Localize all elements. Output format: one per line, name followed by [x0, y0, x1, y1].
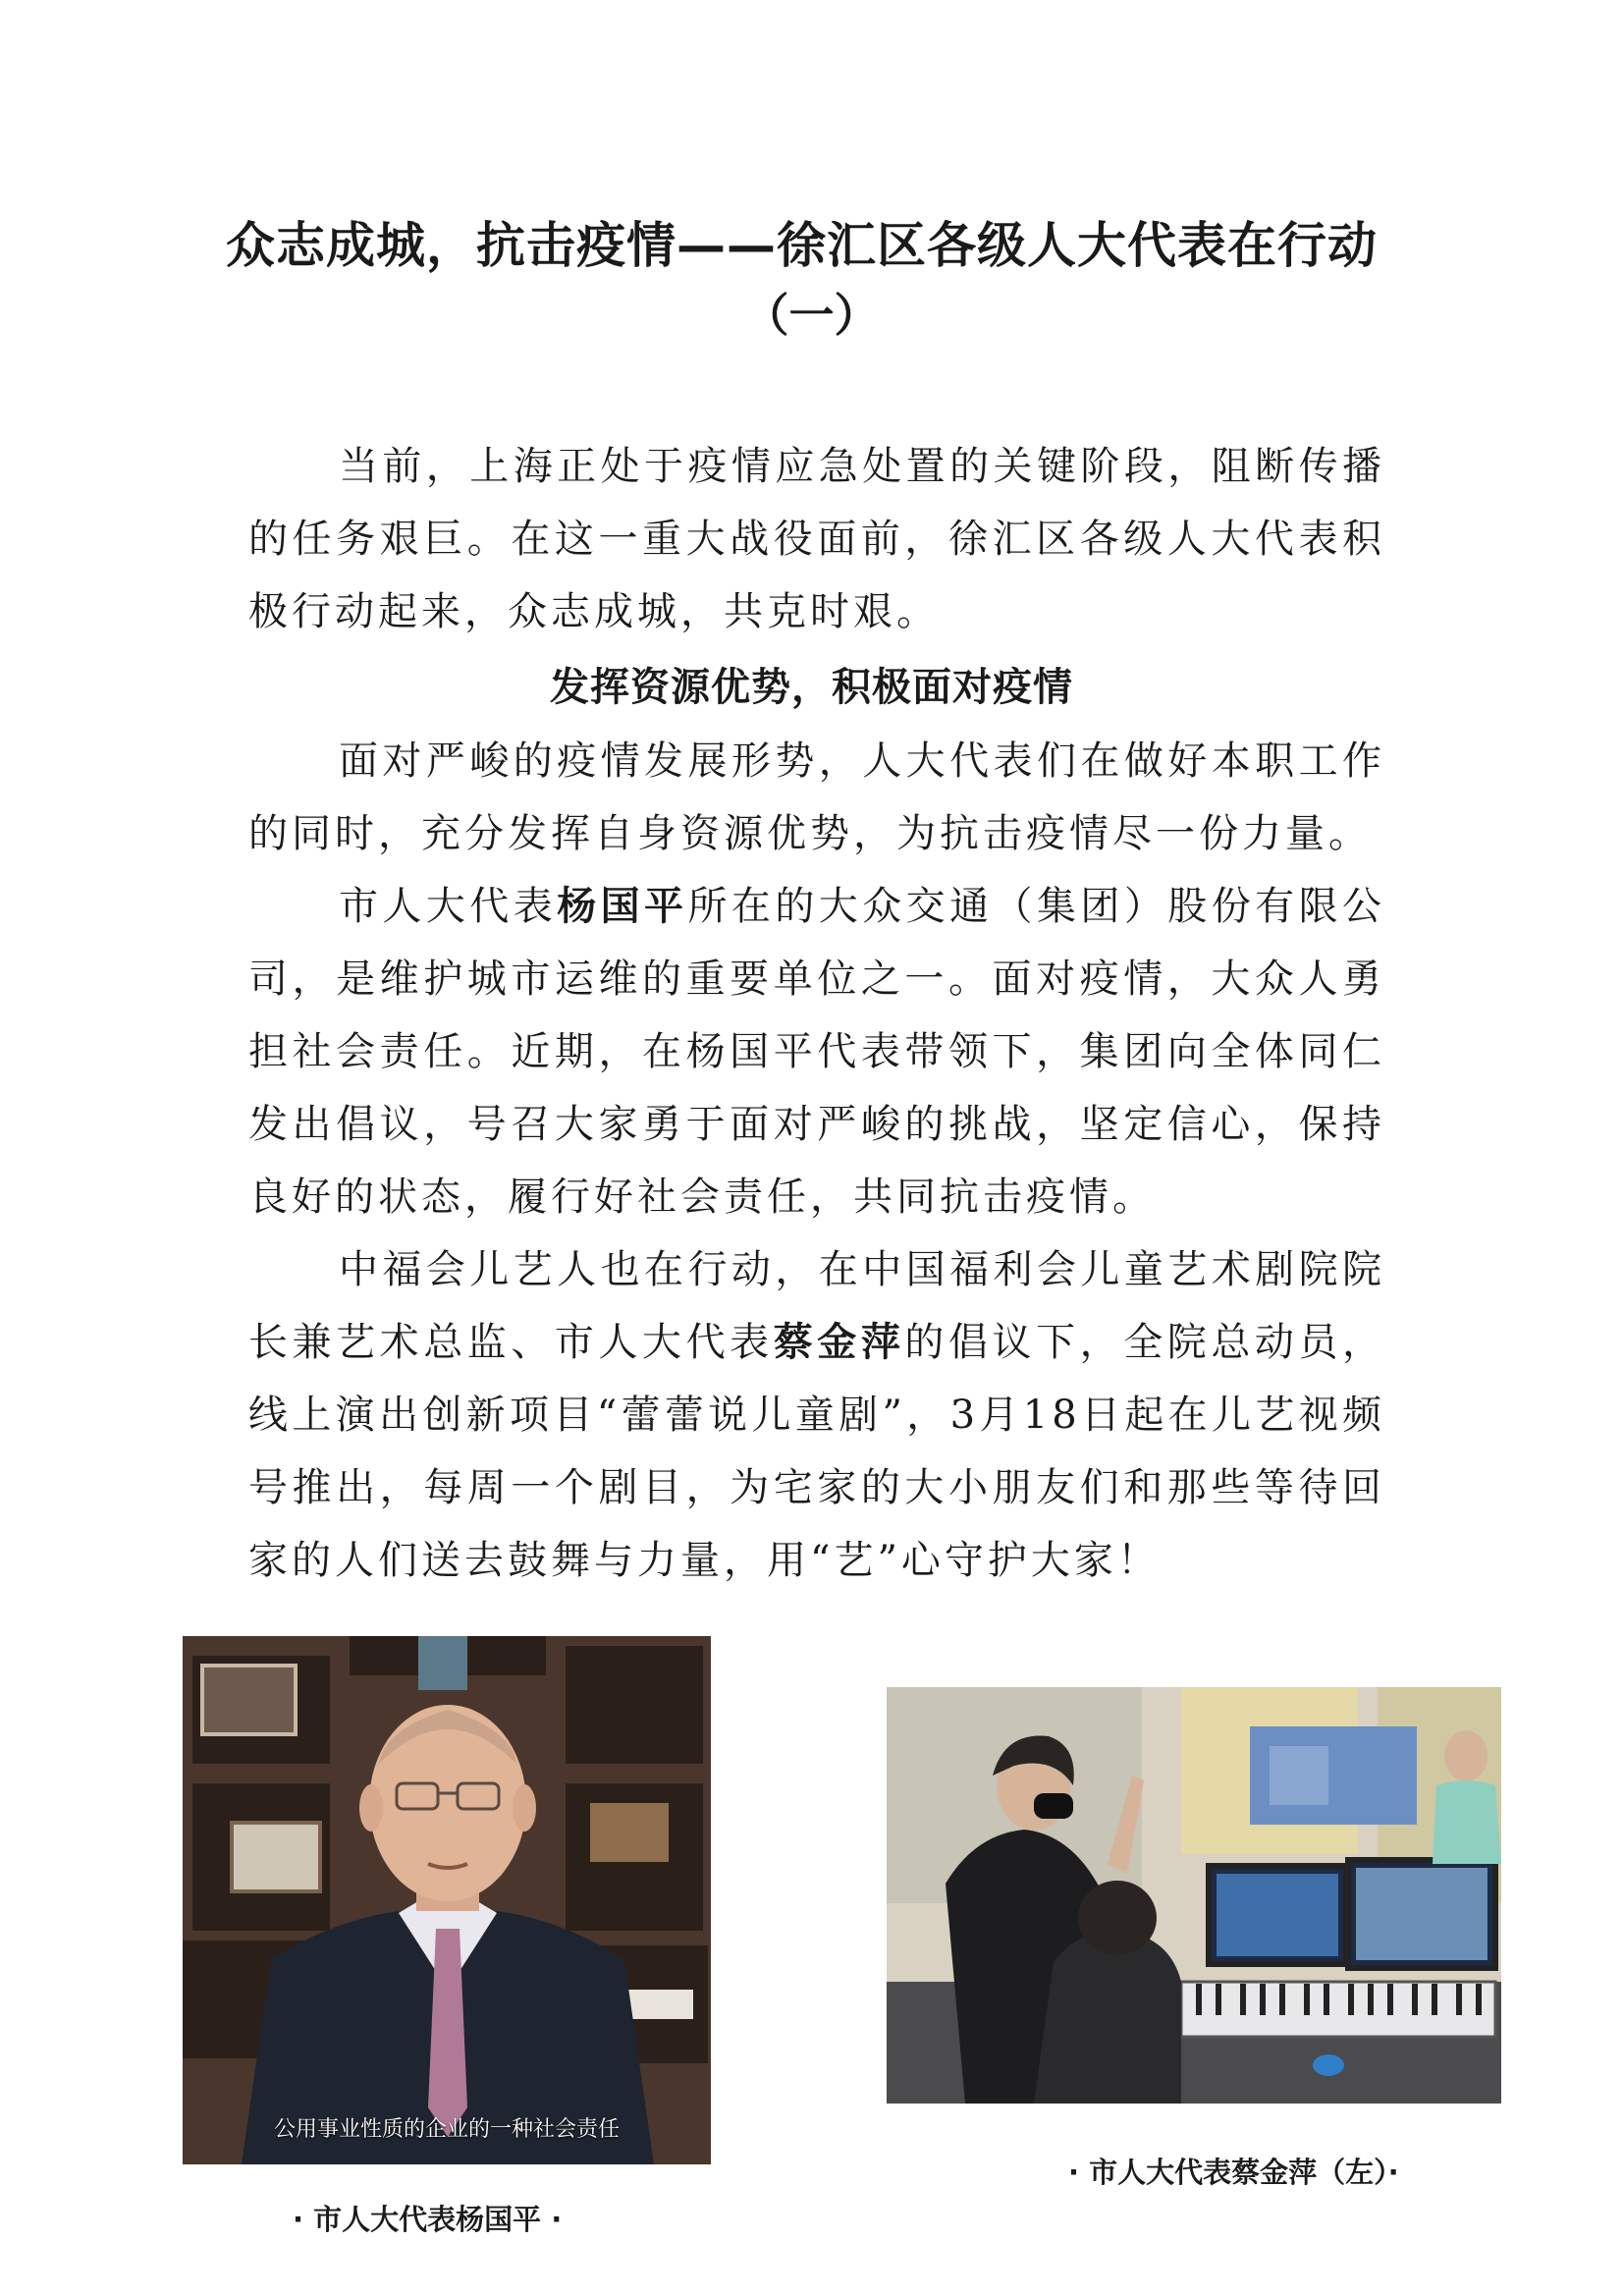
photo-caption-right: · 市人大代表蔡金萍（左）·: [1068, 2156, 1399, 2189]
p2-text-after: 所在的大众交通（集团）股份有限公司，是维护城市运维的重要单位之一。面对疫情，大众人勇担社会责任。近期，在杨国平代表带领下，集团向全体同仁发出倡议，号召大家勇于面对严峻的挑战，坚定信心，保持良好的状态，履行好社会责任，共同抗击疫情。: [248, 884, 1386, 1220]
intro-paragraph: 当前，上海正处于疫情应急处置的关键阶段，阻断传播的任务艰巨。在这一重大战役面前，徐汇区各级人大代表积极行动起来，众志成城，共克时艰。: [248, 444, 1385, 634]
page-subtitle: （一）: [743, 289, 880, 342]
p3-name: 蔡金萍: [773, 1320, 905, 1365]
photo-cai-jinping: [887, 1687, 1501, 2104]
paragraph-1: 面对严峻的疫情发展形势，人大代表们在做好本职工作的同时，充分发挥自身资源优势，为抗击疫情尽一份力量。: [248, 738, 1385, 856]
photo-overlay-text: 公用事业性质的企业的一种社会责任: [273, 2117, 620, 2142]
p2-text-before: 市人大代表: [339, 884, 558, 929]
photo-yang-guoping: [183, 1636, 711, 2164]
page-title: 众志成城，抗击疫情——徐汇区各级人大代表在行动: [226, 217, 1378, 274]
section-heading: 发挥资源优势，积极面对疫情: [550, 665, 1073, 710]
paragraph-2: [248, 870, 1385, 1233]
paragraph-3: [248, 1233, 1385, 1597]
p2-name: 杨国平: [557, 884, 688, 929]
p3-text-after: 的倡议下，全院总动员，线上演出创新项目“蕾蕾说儿童剧”，3月18日起在儿艺视频号推出，每周一个剧目，为宅家的大小朋友们和那些等待回家的人们送去鼓舞与力量，用“艺”心守护大家！: [248, 1320, 1386, 1583]
photo-caption-left: · 市人大代表杨国平 ·: [293, 2203, 563, 2236]
p3-text-before: 中福会儿艺人也在行动，在中国福利会儿童艺术剧院院长兼艺术总监、市人大代表: [248, 1247, 1385, 1365]
